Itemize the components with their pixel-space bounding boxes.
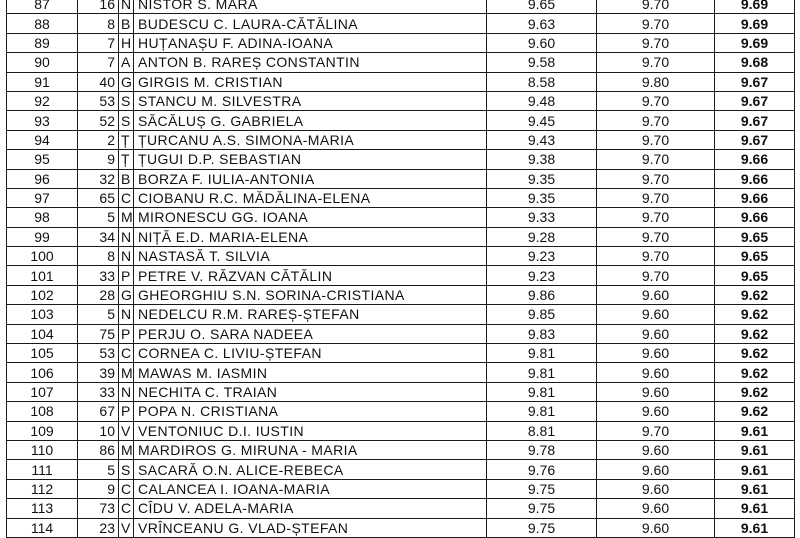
grade-2-cell: 9.60	[597, 285, 715, 304]
student-name-cell: GHEORGHIU S.N. SORINA-CRISTIANA	[134, 285, 487, 304]
table-row	[7, 363, 795, 382]
letter-cell: S	[119, 91, 134, 110]
letter-cell: C	[119, 479, 134, 498]
final-grade-cell: 9.61	[715, 460, 795, 479]
grade-1-cell: 9.28	[487, 227, 597, 246]
rank-cell: 112	[7, 479, 78, 498]
letter-cell: S	[119, 111, 134, 130]
final-grade-cell: 9.69	[715, 14, 795, 33]
letter-cell: P	[119, 402, 134, 421]
rank-cell: 89	[7, 33, 78, 52]
table-row	[7, 227, 795, 246]
table-row	[7, 111, 795, 130]
grade-1-cell: 9.75	[487, 518, 597, 537]
number-cell: 9	[78, 150, 119, 169]
number-cell: 67	[78, 402, 119, 421]
number-cell: 10	[78, 421, 119, 440]
table-row	[7, 130, 795, 149]
grade-2-cell: 9.70	[597, 421, 715, 440]
rank-cell: 96	[7, 169, 78, 188]
grade-1-cell: 9.23	[487, 266, 597, 285]
rank-cell: 91	[7, 72, 78, 91]
grade-1-cell: 9.76	[487, 460, 597, 479]
table-row	[7, 518, 795, 537]
grade-1-cell: 9.85	[487, 305, 597, 324]
number-cell: 7	[78, 53, 119, 72]
student-name-cell: BUDESCU C. LAURA-CĂTĂLINA	[134, 14, 487, 33]
rank-cell: 95	[7, 150, 78, 169]
final-grade-cell: 9.67	[715, 111, 795, 130]
number-cell: 9	[78, 479, 119, 498]
final-grade-cell: 9.65	[715, 266, 795, 285]
rank-cell: 88	[7, 14, 78, 33]
grade-1-cell: 9.58	[487, 53, 597, 72]
letter-cell: G	[119, 285, 134, 304]
student-name-cell: HUȚANAȘU F. ADINA-IOANA	[134, 33, 487, 52]
rank-cell: 106	[7, 363, 78, 382]
student-name-cell: CIOBANU R.C. MĂDĂLINA-ELENA	[134, 188, 487, 207]
grade-2-cell: 9.70	[597, 0, 715, 14]
letter-cell: Ț	[119, 130, 134, 149]
grade-2-cell: 9.60	[597, 382, 715, 401]
student-name-cell: MARDIROS G. MIRUNA - MARIA	[134, 440, 487, 459]
table-row	[7, 402, 795, 421]
student-name-cell: PETRE V. RĂZVAN CĂTĂLIN	[134, 266, 487, 285]
number-cell: 28	[78, 285, 119, 304]
rank-cell: 104	[7, 324, 78, 343]
grade-1-cell: 9.81	[487, 344, 597, 363]
rank-cell: 94	[7, 130, 78, 149]
student-name-cell: CORNEA C. LIVIU-ȘTEFAN	[134, 344, 487, 363]
letter-cell: C	[119, 344, 134, 363]
grade-2-cell: 9.70	[597, 247, 715, 266]
rank-cell: 93	[7, 111, 78, 130]
letter-cell: N	[119, 305, 134, 324]
grade-2-cell: 9.70	[597, 150, 715, 169]
number-cell: 32	[78, 169, 119, 188]
grade-1-cell: 9.35	[487, 169, 597, 188]
rank-cell: 108	[7, 402, 78, 421]
final-grade-cell: 9.67	[715, 91, 795, 110]
number-cell: 8	[78, 14, 119, 33]
final-grade-cell: 9.62	[715, 305, 795, 324]
table-row	[7, 479, 795, 498]
student-name-cell: GIRGIS M. CRISTIAN	[134, 72, 487, 91]
final-grade-cell: 9.67	[715, 130, 795, 149]
rank-cell: 111	[7, 460, 78, 479]
grade-1-cell: 9.43	[487, 130, 597, 149]
grade-2-cell: 9.70	[597, 111, 715, 130]
grade-1-cell: 9.83	[487, 324, 597, 343]
table-row	[7, 188, 795, 207]
table-row	[7, 305, 795, 324]
grade-2-cell: 9.60	[597, 344, 715, 363]
student-name-cell: VENTONIUC D.I. IUSTIN	[134, 421, 487, 440]
letter-cell: B	[119, 169, 134, 188]
grade-1-cell: 9.60	[487, 33, 597, 52]
rank-cell: 102	[7, 285, 78, 304]
table-row	[7, 72, 795, 91]
grade-1-cell: 9.33	[487, 208, 597, 227]
rank-cell: 87	[7, 0, 78, 14]
table-row	[7, 91, 795, 110]
grade-1-cell: 9.65	[487, 0, 597, 14]
student-name-cell: NIȚĂ E.D. MARIA-ELENA	[134, 227, 487, 246]
student-name-cell: VRÎNCEANU G. VLAD-ȘTEFAN	[134, 518, 487, 537]
table-row	[7, 208, 795, 227]
number-cell: 8	[78, 247, 119, 266]
grade-2-cell: 9.70	[597, 169, 715, 188]
final-grade-cell: 9.69	[715, 0, 795, 14]
student-name-cell: NEDELCU R.M. RAREȘ-ȘTEFAN	[134, 305, 487, 324]
rank-cell: 109	[7, 421, 78, 440]
rank-cell: 114	[7, 518, 78, 537]
grade-1-cell: 9.63	[487, 14, 597, 33]
number-cell: 33	[78, 382, 119, 401]
number-cell: 39	[78, 363, 119, 382]
results-table-body	[7, 0, 795, 537]
table-row	[7, 440, 795, 459]
grade-2-cell: 9.70	[597, 130, 715, 149]
letter-cell: N	[119, 0, 134, 14]
grade-2-cell: 9.70	[597, 14, 715, 33]
table-row	[7, 344, 795, 363]
final-grade-cell: 9.67	[715, 72, 795, 91]
grade-2-cell: 9.60	[597, 324, 715, 343]
number-cell: 65	[78, 188, 119, 207]
grade-2-cell: 9.60	[597, 402, 715, 421]
rank-cell: 105	[7, 344, 78, 363]
grade-2-cell: 9.80	[597, 72, 715, 91]
student-name-cell: PERJU O. SARA NADEEA	[134, 324, 487, 343]
final-grade-cell: 9.66	[715, 169, 795, 188]
grade-2-cell: 9.70	[597, 53, 715, 72]
rank-cell: 103	[7, 305, 78, 324]
final-grade-cell: 9.62	[715, 285, 795, 304]
letter-cell: N	[119, 227, 134, 246]
table-row	[7, 14, 795, 33]
grade-2-cell: 9.60	[597, 440, 715, 459]
student-name-cell: STANCU M. SILVESTRA	[134, 91, 487, 110]
grade-1-cell: 9.75	[487, 479, 597, 498]
rank-cell: 92	[7, 91, 78, 110]
number-cell: 53	[78, 344, 119, 363]
letter-cell: P	[119, 266, 134, 285]
grade-2-cell: 9.60	[597, 499, 715, 518]
table-row	[7, 0, 795, 14]
table-row	[7, 150, 795, 169]
number-cell: 33	[78, 266, 119, 285]
letter-cell: C	[119, 499, 134, 518]
grade-1-cell: 8.81	[487, 421, 597, 440]
rank-cell: 113	[7, 499, 78, 518]
number-cell: 5	[78, 305, 119, 324]
grade-1-cell: 9.81	[487, 382, 597, 401]
number-cell: 40	[78, 72, 119, 91]
number-cell: 5	[78, 460, 119, 479]
grade-1-cell: 9.23	[487, 247, 597, 266]
number-cell: 75	[78, 324, 119, 343]
table-row	[7, 53, 795, 72]
number-cell: 16	[78, 0, 119, 14]
grade-1-cell: 9.48	[487, 91, 597, 110]
letter-cell: M	[119, 440, 134, 459]
number-cell: 5	[78, 208, 119, 227]
student-name-cell: CALANCEA I. IOANA-MARIA	[134, 479, 487, 498]
table-row	[7, 324, 795, 343]
letter-cell: Ț	[119, 150, 134, 169]
student-name-cell: NECHITA C. TRAIAN	[134, 382, 487, 401]
number-cell: 86	[78, 440, 119, 459]
rank-cell: 97	[7, 188, 78, 207]
grade-2-cell: 9.70	[597, 227, 715, 246]
letter-cell: N	[119, 382, 134, 401]
student-name-cell: MIRONESCU GG. IOANA	[134, 208, 487, 227]
final-grade-cell: 9.65	[715, 227, 795, 246]
student-name-cell: ȚURCANU A.S. SIMONA-MARIA	[134, 130, 487, 149]
student-name-cell: ȚUGUI D.P. SEBASTIAN	[134, 150, 487, 169]
grade-2-cell: 9.60	[597, 460, 715, 479]
letter-cell: V	[119, 421, 134, 440]
letter-cell: C	[119, 188, 134, 207]
letter-cell: P	[119, 324, 134, 343]
table-row	[7, 499, 795, 518]
letter-cell: M	[119, 363, 134, 382]
grade-1-cell: 9.81	[487, 402, 597, 421]
student-name-cell: SĂCĂLUȘ G. GABRIELA	[134, 111, 487, 130]
grade-1-cell: 9.35	[487, 188, 597, 207]
final-grade-cell: 9.66	[715, 208, 795, 227]
final-grade-cell: 9.62	[715, 363, 795, 382]
final-grade-cell: 9.61	[715, 440, 795, 459]
grade-2-cell: 9.70	[597, 188, 715, 207]
final-grade-cell: 9.62	[715, 382, 795, 401]
final-grade-cell: 9.61	[715, 518, 795, 537]
grade-2-cell: 9.60	[597, 518, 715, 537]
number-cell: 52	[78, 111, 119, 130]
grade-2-cell: 9.60	[597, 363, 715, 382]
grade-1-cell: 9.38	[487, 150, 597, 169]
number-cell: 53	[78, 91, 119, 110]
letter-cell: H	[119, 33, 134, 52]
table-row	[7, 266, 795, 285]
letter-cell: S	[119, 460, 134, 479]
grade-1-cell: 9.86	[487, 285, 597, 304]
number-cell: 23	[78, 518, 119, 537]
final-grade-cell: 9.66	[715, 150, 795, 169]
rank-cell: 90	[7, 53, 78, 72]
student-name-cell: POPA N. CRISTIANA	[134, 402, 487, 421]
student-name-cell: SACARĂ O.N. ALICE-REBECA	[134, 460, 487, 479]
grade-2-cell: 9.60	[597, 305, 715, 324]
student-name-cell: CÎDU V. ADELA-MARIA	[134, 499, 487, 518]
final-grade-cell: 9.61	[715, 499, 795, 518]
grade-2-cell: 9.70	[597, 208, 715, 227]
student-name-cell: MAWAS M. IASMIN	[134, 363, 487, 382]
letter-cell: G	[119, 72, 134, 91]
letter-cell: N	[119, 247, 134, 266]
student-name-cell: ANTON B. RAREȘ CONSTANTIN	[134, 53, 487, 72]
grade-1-cell: 9.45	[487, 111, 597, 130]
letter-cell: V	[119, 518, 134, 537]
table-row	[7, 33, 795, 52]
student-name-cell: NASTASĂ T. SILVIA	[134, 247, 487, 266]
final-grade-cell: 9.66	[715, 188, 795, 207]
final-grade-cell: 9.61	[715, 479, 795, 498]
table-row	[7, 460, 795, 479]
rank-cell: 101	[7, 266, 78, 285]
final-grade-cell: 9.69	[715, 33, 795, 52]
rank-cell: 98	[7, 208, 78, 227]
table-row	[7, 169, 795, 188]
grade-2-cell: 9.70	[597, 266, 715, 285]
rank-cell: 100	[7, 247, 78, 266]
grade-2-cell: 9.70	[597, 91, 715, 110]
final-grade-cell: 9.62	[715, 344, 795, 363]
grade-1-cell: 9.78	[487, 440, 597, 459]
rank-cell: 107	[7, 382, 78, 401]
number-cell: 7	[78, 33, 119, 52]
rank-cell: 99	[7, 227, 78, 246]
grade-1-cell: 9.75	[487, 499, 597, 518]
table-row	[7, 421, 795, 440]
results-table	[6, 0, 795, 538]
number-cell: 2	[78, 130, 119, 149]
letter-cell: M	[119, 208, 134, 227]
final-grade-cell: 9.68	[715, 53, 795, 72]
rank-cell: 110	[7, 440, 78, 459]
grade-2-cell: 9.60	[597, 479, 715, 498]
grade-1-cell: 9.81	[487, 363, 597, 382]
final-grade-cell: 9.62	[715, 402, 795, 421]
grade-1-cell: 8.58	[487, 72, 597, 91]
grade-2-cell: 9.70	[597, 33, 715, 52]
letter-cell: B	[119, 14, 134, 33]
number-cell: 73	[78, 499, 119, 518]
table-row	[7, 382, 795, 401]
student-name-cell: BORZA F. IULIA-ANTONIA	[134, 169, 487, 188]
final-grade-cell: 9.65	[715, 247, 795, 266]
final-grade-cell: 9.61	[715, 421, 795, 440]
letter-cell: A	[119, 53, 134, 72]
final-grade-cell: 9.62	[715, 324, 795, 343]
table-row	[7, 247, 795, 266]
student-name-cell: NISTOR S. MARA	[134, 0, 487, 14]
table-row	[7, 285, 795, 304]
number-cell: 34	[78, 227, 119, 246]
